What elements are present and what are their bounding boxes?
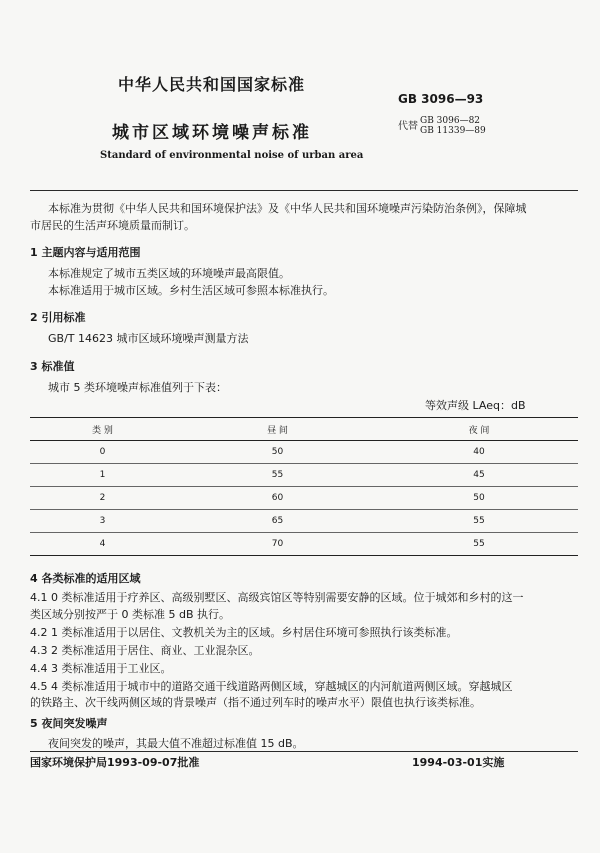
section-4-line: 4.4 3 类标准适用于工业区。 bbox=[30, 662, 172, 675]
cell-day: 50 bbox=[271, 447, 284, 457]
section-3-title: 3 标准值 bbox=[30, 360, 75, 373]
table-unit: 等效声级 LAeq：dB bbox=[425, 399, 526, 412]
section-2-line: GB/T 14623 城市区域环境噪声测量方法 bbox=[48, 332, 249, 345]
replaced-standard: GB 3096—82 bbox=[420, 116, 481, 126]
cell-day: 55 bbox=[271, 470, 284, 480]
section-4-line: 4.5 4 类标准适用于城市中的道路交通干线道路两侧区域，穿越城区的内河航道两侧区域。穿越城区 bbox=[30, 680, 513, 693]
cell-category: 2 bbox=[99, 493, 106, 503]
cell-category: 3 bbox=[99, 516, 106, 526]
cell-category: 0 bbox=[99, 447, 106, 457]
table-row bbox=[30, 510, 578, 533]
table-row bbox=[30, 441, 578, 464]
approval-date: 国家环境保护局1993-09-07批准 bbox=[30, 756, 200, 769]
noise-standard-table bbox=[30, 417, 578, 556]
section-4-line: 4.1 0 类标准适用于疗养区、高级别墅区、高级宾馆区等特别需要安静的区域。位于城郊和乡村的这一 bbox=[30, 591, 524, 604]
section-2-title: 2 引用标准 bbox=[30, 311, 86, 324]
replaced-standards bbox=[420, 116, 486, 136]
english-title: Standard of environmental noise of urban area bbox=[100, 150, 364, 161]
standard-code: GB 3096—93 bbox=[398, 92, 484, 106]
cell-night: 50 bbox=[473, 493, 485, 503]
section-1-line: 本标准规定了城市五类区域的环境噪声最高限值。 bbox=[48, 267, 290, 280]
section-4-title: 4 各类标准的适用区域 bbox=[30, 572, 141, 585]
section-1-line: 本标准适用于城市区域。乡村生活区域可参照本标准执行。 bbox=[48, 284, 334, 297]
cell-category: 1 bbox=[99, 470, 106, 480]
header-divider bbox=[30, 190, 578, 191]
table-row bbox=[30, 487, 578, 510]
section-4-line: 类区域分别按严于 0 类标准 5 dB 执行。 bbox=[30, 608, 231, 621]
section-1-title: 1 主题内容与适用范围 bbox=[30, 246, 141, 259]
replaced-standard: GB 11339—89 bbox=[420, 126, 486, 136]
cell-night: 40 bbox=[473, 447, 485, 457]
table-header-row bbox=[30, 418, 578, 441]
cell-category: 4 bbox=[99, 539, 106, 549]
effective-date: 1994-03-01实施 bbox=[412, 756, 505, 769]
intro-line: 本标准为贯彻《中华人民共和国环境保护法》及《中华人民共和国环境噪声污染防治条例》，保障城 bbox=[48, 202, 527, 215]
cell-day: 60 bbox=[271, 493, 284, 503]
cell-day: 65 bbox=[271, 516, 284, 526]
table-row bbox=[30, 464, 578, 487]
section-3-line: 城市 5 类环境噪声标准值列于下表： bbox=[48, 381, 227, 394]
page-title: 城市区域环境噪声标准 bbox=[112, 123, 312, 143]
section-4-line: 的铁路主、次干线两侧区域的背景噪声（指不通过列车时的噪声水平）限值也执行该类标准。 bbox=[30, 696, 481, 709]
intro-line: 市居民的生活声环境质量而制订。 bbox=[30, 219, 195, 232]
standard-type: 中华人民共和国国家标准 bbox=[118, 75, 306, 94]
cell-day: 70 bbox=[271, 539, 284, 549]
cell-night: 45 bbox=[473, 470, 485, 480]
table-row bbox=[30, 533, 578, 556]
header-category: 类 别 bbox=[92, 425, 113, 436]
section-4-line: 4.2 1 类标准适用于以居住、文教机关为主的区域。乡村居住环境可参照执行该类标准。 bbox=[30, 626, 458, 639]
header-day: 昼 间 bbox=[267, 425, 288, 436]
section-5-line: 夜间突发的噪声，其最大值不准超过标准值 15 dB。 bbox=[48, 737, 304, 750]
section-4-line: 4.3 2 类标准适用于居住、商业、工业混杂区。 bbox=[30, 644, 260, 657]
cell-night: 55 bbox=[473, 539, 485, 549]
footer-divider bbox=[30, 751, 578, 752]
section-5-title: 5 夜间突发噪声 bbox=[30, 717, 108, 730]
cell-night: 55 bbox=[473, 516, 485, 526]
replaces-label: 代替 bbox=[398, 121, 418, 132]
header-night: 夜 间 bbox=[468, 425, 490, 436]
